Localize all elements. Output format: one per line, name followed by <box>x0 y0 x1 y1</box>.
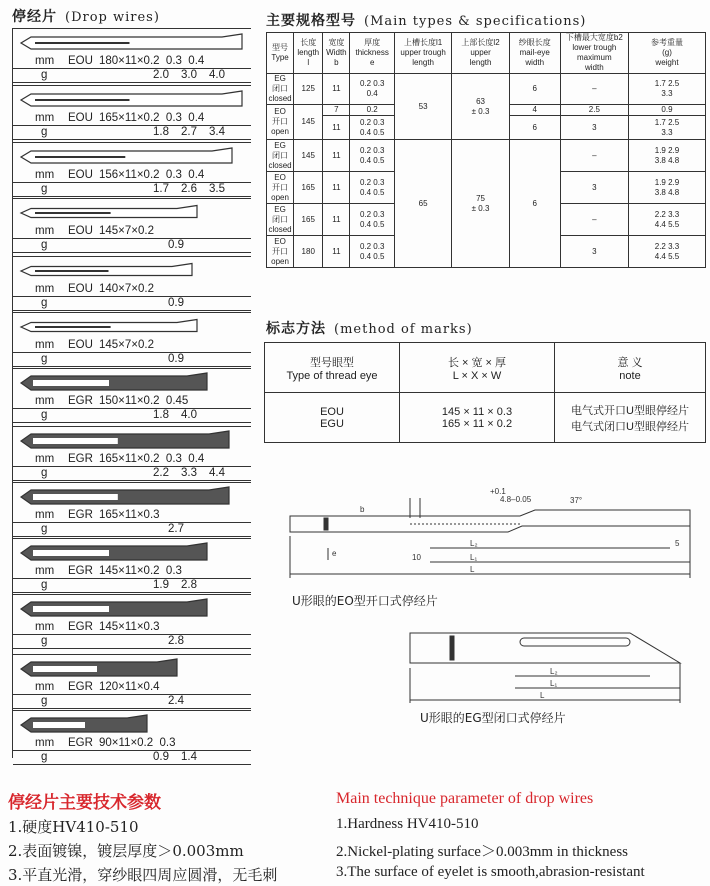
spec-cell: EG 闭口 closed <box>268 140 292 170</box>
params-cn-item-3: 3.平直光滑，穿纱眼四周应圆滑，无毛刺 <box>8 866 278 884</box>
wire-dims: 165×11×0.3 <box>99 509 160 521</box>
drop-wire-shape <box>17 714 155 736</box>
params-en-item-1: 1.Hardness HV410-510 <box>336 816 479 832</box>
unit-mm: mm <box>35 112 55 124</box>
wire-type: EOU <box>68 169 93 181</box>
wire-type: EOU <box>68 225 93 237</box>
spec-cell: 2.2 3.3 4.4 5.5 <box>628 204 705 236</box>
eo-wire-outline <box>290 510 690 532</box>
unit-mm: mm <box>35 55 55 67</box>
spec-cell: 0.2 <box>350 105 394 116</box>
marks-notes: 电气式开口U型眼停经片 电气式闭口U型眼停经片 <box>555 393 706 443</box>
wire-weight: 2.7 <box>168 523 184 535</box>
drop-wire-shape <box>17 598 215 620</box>
wire-weight: 3.0 <box>181 69 197 81</box>
wire-dims: 90×11×0.2 0.3 <box>99 737 176 749</box>
unit-mm: mm <box>35 283 55 295</box>
diag-label-l: L <box>470 565 475 574</box>
wire-weight: 4.0 <box>209 69 225 81</box>
unit-g: g <box>41 69 48 81</box>
wire-type: EGR <box>68 621 93 633</box>
wire-weight: 2.2 <box>153 467 169 479</box>
wire-weight: 0.9 <box>168 239 184 251</box>
wire-dims: 165×11×0.2 0.3 0.4 <box>99 112 205 124</box>
spec-cell: 3 <box>560 236 628 268</box>
wire-weight: 1.9 <box>153 579 169 591</box>
drop-wire-shape <box>17 430 237 452</box>
spec-cell: 63 ± 0.3 <box>452 74 509 140</box>
spec-table <box>266 32 706 268</box>
diag-label-l1: L₁ <box>470 553 478 562</box>
unit-mm: mm <box>35 339 55 351</box>
unit-mm: mm <box>35 737 55 749</box>
spec-header: 下槽最大宽度b2 lower trough maximum width <box>560 33 628 74</box>
wire-weight: 1.8 <box>153 126 169 138</box>
diag-label-l1b: L₁ <box>550 679 558 688</box>
params-en-item-2: 2.Nickel-plating surface＞0.003mm in thickness <box>336 844 629 860</box>
drop-wire-shape <box>17 486 237 508</box>
spec-cell: 0.9 <box>628 105 705 116</box>
wire-dims: 156×11×0.2 0.3 0.4 <box>99 169 205 181</box>
spec-cell: 11 <box>323 236 350 268</box>
wire-weight: 3.4 <box>209 126 225 138</box>
diag-label-tol: 4.8–0.05 <box>500 495 532 504</box>
diag-label-tol2: +0.1 <box>490 488 506 496</box>
spec-cell: 6 <box>509 74 560 105</box>
wire-weight: 0.9 <box>153 751 169 763</box>
spec-cell: 75 ± 0.3 <box>452 140 509 268</box>
unit-g: g <box>41 183 48 195</box>
marks-header-note: 意 义 note <box>555 343 706 393</box>
wire-type: EGR <box>68 681 93 693</box>
spec-cell: 165 <box>294 204 323 236</box>
drop-wire-shape <box>17 202 205 224</box>
spec-cell: 0.2 0.3 0.4 0.5 <box>350 140 394 172</box>
wire-dims: 140×7×0.2 <box>99 283 155 295</box>
spec-cell: 11 <box>323 204 350 236</box>
wire-weight: 1.4 <box>181 751 197 763</box>
wire-weight: 2.6 <box>181 183 197 195</box>
wire-weight: 1.7 <box>153 183 169 195</box>
wire-weight: 2.8 <box>181 579 197 591</box>
wire-weight: 1.8 <box>153 409 169 421</box>
unit-mm: mm <box>35 169 55 181</box>
diagram-caption-2: U形眼的EG型闭口式停经片 <box>420 711 566 725</box>
unit-mm: mm <box>35 453 55 465</box>
wire-dims: 145×7×0.2 <box>99 225 155 237</box>
spec-cell: 180 <box>294 236 323 268</box>
drop-wire-shape <box>17 260 200 282</box>
diag-label-l2: L₂ <box>470 539 478 548</box>
spec-title: 主要规格型号 (Main types & specifications) <box>266 13 587 29</box>
unit-g: g <box>41 297 48 309</box>
spec-cell: EG 闭口 closed <box>268 74 292 103</box>
spec-header: 型号 Type <box>267 33 294 74</box>
unit-g: g <box>41 751 48 763</box>
unit-mm: mm <box>35 681 55 693</box>
spec-cell: 0.2 0.3 0.4 0.5 <box>350 236 394 268</box>
diag-label-10: 10 <box>412 553 421 562</box>
spec-cell: 145 <box>294 105 323 140</box>
spec-cell: 7 <box>323 105 350 116</box>
wire-weight: 3.3 <box>181 467 197 479</box>
wire-dims: 165×11×0.2 0.3 0.4 <box>99 453 205 465</box>
spec-cell: 11 <box>323 74 350 105</box>
wire-type: EOU <box>68 339 93 351</box>
spec-cell: 0.2 0.3 0.4 0.5 <box>350 204 394 236</box>
spec-cell: 3 <box>560 116 628 140</box>
diagram-caption-1: U形眼的EO型开口式停经片 <box>292 594 438 608</box>
spec-cell: 11 <box>323 116 350 140</box>
wire-type: EGR <box>68 453 93 465</box>
wire-weight: 4.0 <box>181 409 197 421</box>
spec-header: 厚度 thickness e <box>350 33 394 74</box>
drop-wire-shape <box>17 146 240 168</box>
spec-cell: 3 <box>560 172 628 204</box>
wire-dims: 180×11×0.2 0.3 0.4 <box>99 55 205 67</box>
spec-cell: 1.7 2.5 3.3 <box>628 74 705 105</box>
spec-cell: 11 <box>323 172 350 204</box>
eg-slot-mark <box>450 636 454 660</box>
spec-cell: 2.2 3.3 4.4 5.5 <box>628 236 705 268</box>
unit-mm: mm <box>35 621 55 633</box>
drop-wire-shape <box>17 658 185 680</box>
wire-weight: 2.8 <box>168 635 184 647</box>
wire-weight: 0.9 <box>168 353 184 365</box>
spec-cell: 125 <box>294 74 323 105</box>
marks-table <box>264 342 706 443</box>
diag-label-b: b <box>360 505 365 514</box>
spec-cell: 0.2 0.3 0.4 0.5 <box>350 172 394 204</box>
spec-header: 参考重量 (g) weight <box>628 33 705 74</box>
diag-label-37: 37° <box>570 496 583 505</box>
spec-cell: 145 <box>294 140 323 172</box>
wire-dims: 145×7×0.2 <box>99 339 155 351</box>
drop-wire-shape <box>17 542 215 564</box>
spec-cell: 2.5 <box>560 105 628 116</box>
unit-mm: mm <box>35 509 55 521</box>
spec-cell: 65 <box>394 140 451 268</box>
wire-weight: 2.4 <box>168 695 184 707</box>
marks-types: EOU EGU <box>265 393 400 443</box>
drop-wire-shape <box>17 89 250 111</box>
unit-g: g <box>41 467 48 479</box>
spec-header: 宽度 Width b <box>323 33 350 74</box>
drop-wires-title: 停经片 (Drop wires) <box>12 9 160 25</box>
wire-dims: 145×11×0.2 0.3 <box>99 565 182 577</box>
diag-label-lb: L <box>540 691 545 700</box>
wire-weight: 3.5 <box>209 183 225 195</box>
wire-weight: 2.0 <box>153 69 169 81</box>
spec-cell: 11 <box>323 140 350 172</box>
spec-header: 上槽长度l1 upper trough length <box>394 33 451 74</box>
unit-mm: mm <box>35 565 55 577</box>
marks-header-type: 型号眼型 Type of thread eye <box>265 343 400 393</box>
spec-cell: EG 闭口 closed <box>268 204 292 234</box>
wire-type: EGR <box>68 565 93 577</box>
unit-g: g <box>41 695 48 707</box>
spec-cell: 165 <box>294 172 323 204</box>
unit-mm: mm <box>35 395 55 407</box>
spec-cell: 53 <box>394 74 451 140</box>
spec-cell: 1.7 2.5 3.3 <box>628 116 705 140</box>
drop-wire-shape <box>17 32 250 54</box>
wire-type: EOU <box>68 112 93 124</box>
spec-cell: 0.2 0.3 0.4 <box>350 74 394 105</box>
spec-cell: EO 开口 open <box>267 105 294 140</box>
spec-cell: 6 <box>509 116 560 140</box>
params-en-item-3: 3.The surface of eyelet is smooth,abrasion-resistant <box>336 864 645 880</box>
wire-weight: 0.9 <box>168 297 184 309</box>
params-cn-title: 停经片主要技术参数 <box>8 793 161 813</box>
spec-header: 上部长度l2 upper length <box>452 33 509 74</box>
wire-dims: 150×11×0.2 0.45 <box>99 395 189 407</box>
unit-g: g <box>41 126 48 138</box>
spec-cell: – <box>560 204 628 236</box>
wire-weight: 2.7 <box>181 126 197 138</box>
spec-header: 纱眼长度 mail-eye width <box>509 33 560 74</box>
spec-cell: 1.9 2.9 3.8 4.8 <box>628 140 705 172</box>
wire-dims: 120×11×0.4 <box>99 681 160 693</box>
unit-g: g <box>41 523 48 535</box>
wire-type: EGR <box>68 509 93 521</box>
diag-label-l2b: L₂ <box>550 667 558 676</box>
diag-label-5: 5 <box>675 539 680 548</box>
spec-cell: – <box>560 140 628 172</box>
marks-title: 标志方法 (method of marks) <box>266 321 473 337</box>
drop-wire-shape <box>17 372 215 394</box>
unit-mm: mm <box>35 225 55 237</box>
params-cn-item-2: 2.表面镀镍，镀层厚度＞0.003mm <box>8 842 244 860</box>
wire-type: EGR <box>68 737 93 749</box>
drop-wire-shape <box>17 316 205 338</box>
spec-cell: – <box>560 74 628 105</box>
params-cn-item-1: 1.硬度HV410-510 <box>8 818 139 836</box>
eo-slot-mark <box>324 518 328 530</box>
wire-type: EGR <box>68 395 93 407</box>
spec-cell: 0.2 0.3 0.4 0.5 <box>350 116 394 140</box>
spec-cell: 1.9 2.9 3.8 4.8 <box>628 172 705 204</box>
spec-header: 长度 length l <box>294 33 323 74</box>
wire-type: EOU <box>68 55 93 67</box>
wire-weight: 4.4 <box>209 467 225 479</box>
wire-dims: 145×11×0.3 <box>99 621 160 633</box>
marks-dims: 145 × 11 × 0.3 165 × 11 × 0.2 <box>400 393 555 443</box>
unit-g: g <box>41 353 48 365</box>
unit-g: g <box>41 635 48 647</box>
spec-cell: EO 开口 open <box>267 236 294 268</box>
drop-wire-list <box>12 28 251 763</box>
unit-g: g <box>41 239 48 251</box>
spec-cell: 6 <box>509 140 560 268</box>
params-en-title: Main technique parameter of drop wires <box>336 790 594 807</box>
unit-g: g <box>41 579 48 591</box>
spec-cell: 4 <box>509 105 560 116</box>
spec-cell: EO 开口 open <box>267 172 294 204</box>
marks-header-dims: 长 × 宽 × 厚 L × X × W <box>400 343 555 393</box>
diag-label-e: e <box>332 549 337 558</box>
unit-g: g <box>41 409 48 421</box>
wire-type: EOU <box>68 283 93 295</box>
